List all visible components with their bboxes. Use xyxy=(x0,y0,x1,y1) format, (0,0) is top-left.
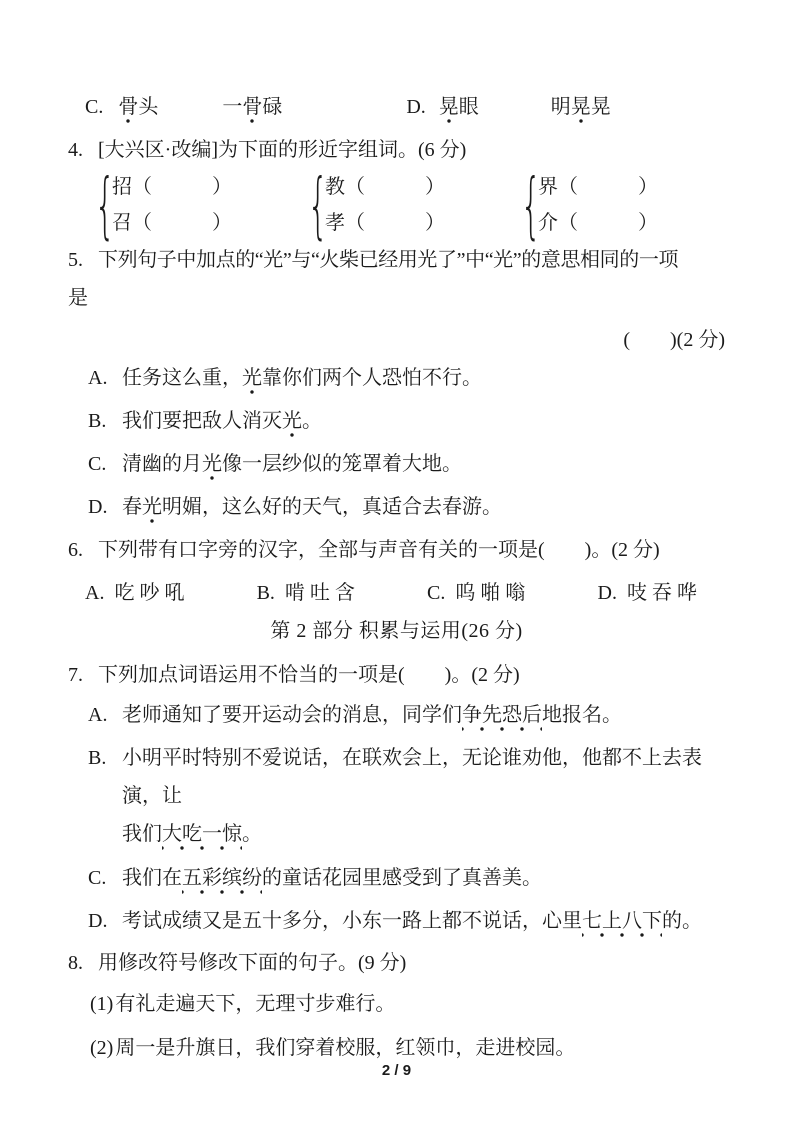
emphasized-char: 光 xyxy=(202,453,222,481)
answer-blank: （ ） xyxy=(345,176,445,198)
option-label: B. xyxy=(256,582,275,604)
word-part: 晃 xyxy=(590,96,611,118)
text-part: 任务这么重， xyxy=(122,367,242,389)
left-brace-glyph: { xyxy=(307,163,329,247)
section-2-title: 第 2 部分 积累与运用(26 分) xyxy=(270,620,523,642)
word-part: 明 xyxy=(550,96,571,118)
character: 界 xyxy=(538,176,558,198)
option-label: D. xyxy=(88,910,108,932)
word-row xyxy=(112,205,232,241)
question-number: 6. xyxy=(68,539,83,561)
answer-blank: （ ） xyxy=(558,212,658,234)
option-text xyxy=(122,402,725,440)
word-group-rows xyxy=(112,169,232,241)
option-text: 吱 吞 哗 xyxy=(626,582,697,604)
answer-blank: （ ） xyxy=(132,212,232,234)
emphasized-char: 晃 xyxy=(439,96,459,124)
character: 孝 xyxy=(325,212,345,234)
text-part: 的童话花园里感受到了真善美。 xyxy=(262,867,542,889)
q5-option-b xyxy=(88,402,725,440)
q6-option-d xyxy=(598,574,697,612)
q7-option-c xyxy=(88,859,725,897)
option-d-label: D. xyxy=(406,96,426,118)
answer-blank: （ ） xyxy=(558,176,658,198)
option-text: 吃 吵 吼 xyxy=(114,582,185,604)
q7-option-b xyxy=(88,739,725,853)
option-label: C. xyxy=(88,453,107,475)
word-group-jie-jie xyxy=(514,163,727,247)
emphasized-phrase: 大吃一惊 xyxy=(162,823,242,851)
question-text: [大兴区·改编]为下面的形近字组词。(6 分) xyxy=(98,139,467,161)
option-text xyxy=(122,696,725,734)
question-4 xyxy=(68,131,725,169)
word-part: 碌 xyxy=(262,96,283,118)
text-part: 的。 xyxy=(662,910,702,932)
word-part: 眼 xyxy=(458,96,479,118)
item-text: 周一是升旗日，我们穿着校服，红领巾，走进校园。 xyxy=(115,1037,576,1059)
q5-answer-blank: ( )(2 分) xyxy=(623,329,725,351)
word-huangyan xyxy=(439,88,479,126)
word-row xyxy=(325,169,445,205)
word-group-rows xyxy=(325,169,445,241)
option-text xyxy=(122,359,725,397)
emphasized-phrase: 争先恐后 xyxy=(462,704,542,732)
page-number: 2 / 9 xyxy=(381,1062,412,1079)
word-row xyxy=(325,205,445,241)
q5-option-d xyxy=(88,488,725,526)
question-number: 8. xyxy=(68,952,83,974)
text-part: 。 xyxy=(242,823,262,845)
text-part: 春 xyxy=(122,496,142,518)
emphasized-phrase: 五彩缤纷 xyxy=(182,867,262,895)
word-row xyxy=(538,169,658,205)
word-yigulu xyxy=(222,88,282,126)
q5-option-c xyxy=(88,445,725,483)
question-7 xyxy=(68,656,725,694)
answer-blank: （ ） xyxy=(345,212,445,234)
word-part: 一 xyxy=(222,96,243,118)
option-label: A. xyxy=(88,704,108,726)
option-text xyxy=(122,859,725,897)
question-number: 5. xyxy=(68,249,83,271)
text-part: 靠你们两个人恐怕不行。 xyxy=(262,367,482,389)
question-5 xyxy=(68,241,725,279)
option-label: D. xyxy=(597,582,617,604)
word-row xyxy=(112,169,232,205)
text-part: 地报名。 xyxy=(542,704,622,726)
item-label: (1) xyxy=(90,993,114,1015)
option-text: 啃 吐 含 xyxy=(284,582,355,604)
emphasized-char: 光 xyxy=(242,367,262,395)
text-part: 我们 xyxy=(122,823,162,845)
item-label: (2) xyxy=(90,1037,114,1059)
text-part: 像一层纱似的笼罩着大地。 xyxy=(222,453,462,475)
question-6 xyxy=(68,531,725,569)
left-brace-glyph: { xyxy=(94,163,116,247)
text-part: 。 xyxy=(302,410,322,432)
word-group-rows xyxy=(538,169,658,241)
q5-option-a xyxy=(88,359,725,397)
option-text-line2 xyxy=(122,815,725,853)
option-label: C. xyxy=(88,867,107,889)
word-minghuanghuang xyxy=(551,88,611,126)
q6-options-row xyxy=(85,574,697,612)
word-group-jiao-xiao xyxy=(301,163,514,247)
question-text: 用修改符号修改下面的句子。(9 分) xyxy=(98,952,407,974)
word-gutou xyxy=(118,88,158,126)
question-number: 7. xyxy=(68,664,83,686)
option-c-label: C. xyxy=(85,96,104,118)
answer-blank: （ ） xyxy=(132,176,232,198)
q8-item-1 xyxy=(90,985,725,1023)
question-text: 下列带有口字旁的汉字，全部与声音有关的一项是( )。(2 分) xyxy=(98,539,660,561)
option-text xyxy=(122,488,725,526)
emphasized-char: 骨 xyxy=(118,96,138,124)
character: 教 xyxy=(325,176,345,198)
q7-option-d xyxy=(88,902,725,940)
text-part: 我们要把敌人消灭 xyxy=(122,410,282,432)
option-label: B. xyxy=(88,747,107,769)
q7-option-a xyxy=(88,696,725,734)
option-label: C. xyxy=(427,582,446,604)
character: 介 xyxy=(538,212,558,234)
text-part: 明媚，这么好的天气，真适合去春游。 xyxy=(162,496,502,518)
option-text xyxy=(122,739,725,853)
character: 招 xyxy=(112,176,132,198)
emphasized-char: 晃 xyxy=(571,96,591,124)
text-part: 清幽的月 xyxy=(122,453,202,475)
option-text-line1: 小明平时特别不爱说话，在联欢会上，无论谁劝他，他都不上去表演，让 xyxy=(122,747,702,807)
emphasized-char: 骨 xyxy=(242,96,262,124)
q6-option-b xyxy=(257,574,355,612)
text-part: 老师通知了要开运动会的消息，同学们 xyxy=(122,704,462,726)
q6-option-a xyxy=(85,574,184,612)
q6-option-c xyxy=(427,574,525,612)
option-label: A. xyxy=(88,367,108,389)
emphasized-char: 光 xyxy=(142,496,162,524)
option-label: B. xyxy=(88,410,107,432)
option-text: 呜 啪 嗡 xyxy=(455,582,526,604)
emphasized-phrase: 七上八下 xyxy=(582,910,662,938)
option-text xyxy=(122,445,725,483)
question-5-text-line2: 是 xyxy=(68,287,88,309)
word-row xyxy=(538,205,658,241)
question-8 xyxy=(68,944,725,982)
question-number: 4. xyxy=(68,139,83,161)
word-part: 头 xyxy=(138,96,159,118)
question-text-line1: 下列句子中加点的“光”与“火柴已经用光了”中“光”的意思相同的一项 xyxy=(98,249,679,271)
text-part: 考试成绩又是五十多分，小东一路上都不说话，心里 xyxy=(122,910,582,932)
item-text: 有礼走遍天下，无理寸步难行。 xyxy=(115,993,396,1015)
option-label: D. xyxy=(88,496,108,518)
text-part: 我们在 xyxy=(122,867,182,889)
question-text: 下列加点词语运用不恰当的一项是( )。(2 分) xyxy=(98,664,520,686)
q3-options-cd-row xyxy=(68,88,725,126)
left-brace-glyph: { xyxy=(520,163,542,247)
q4-word-groups xyxy=(88,163,725,247)
character: 召 xyxy=(112,212,132,234)
option-text xyxy=(122,902,725,940)
emphasized-char: 光 xyxy=(282,410,302,438)
option-label: A. xyxy=(85,582,105,604)
word-group-zhao-zhao xyxy=(88,163,301,247)
